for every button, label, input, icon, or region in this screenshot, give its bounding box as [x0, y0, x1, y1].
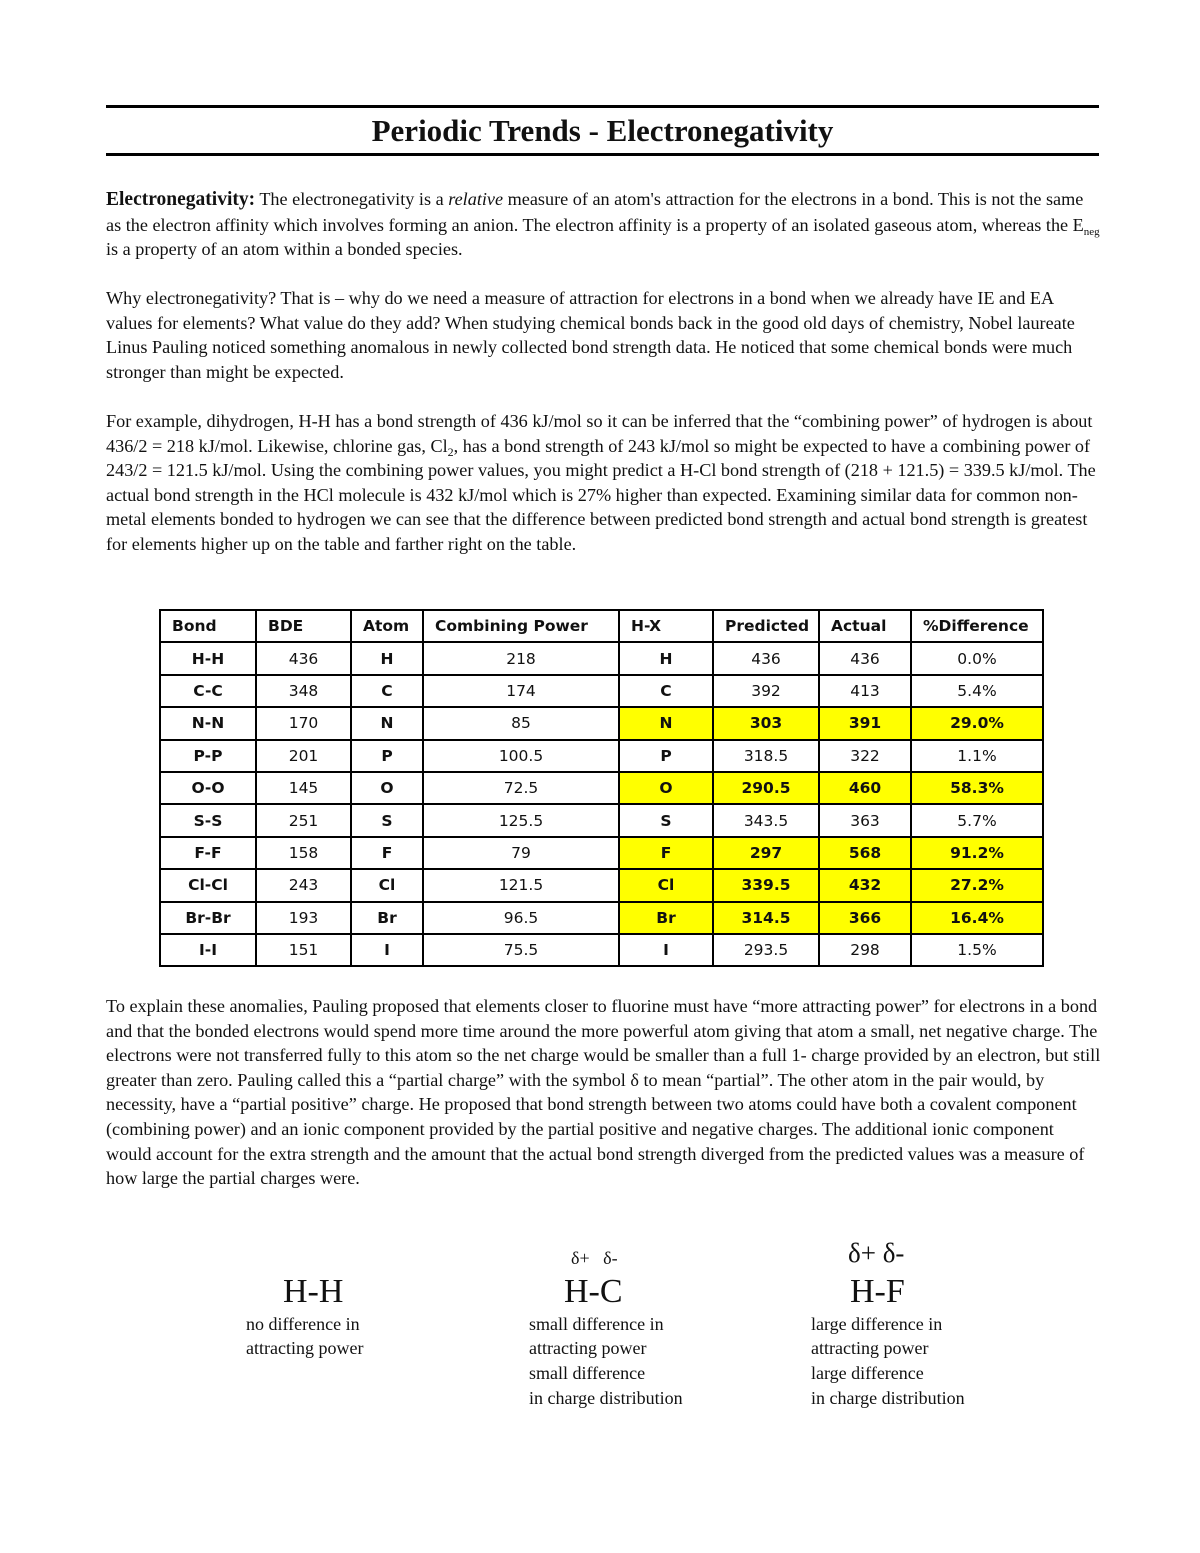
combining-power-cell: 85: [423, 707, 619, 739]
bond-cell: H-H: [160, 642, 256, 674]
predicted-cell: 303: [713, 707, 819, 739]
table-row: [160, 642, 1043, 674]
bde-cell: 151: [256, 934, 351, 966]
table-row: [160, 740, 1043, 772]
actual-cell: 568: [819, 837, 911, 869]
pauling-paragraph: To explain these anomalies, Pauling proposed that elements closer to fluorine must have “more attracting power” for electrons in a bond and that the bonded electrons would spend more time around the more powerful atom giving that atom a small, net negative charge. The electrons were not transferred fully to this atom so the net charge would be smaller than a full 1- charge provided by an electron, but still greater than zero. Pauling called this a “partial charge” with the symbol δ to mean “partial”. The other atom in the pair would, by necessity, have a “partial positive” charge. He proposed that bond strength between two atoms could have both a covalent component (combining power) and an ionic component provided by the partial positive and negative charges. The additional ionic component would account for the extra strength and the amount that the actual bond strength diverged from the predicted values was a measure of how large the partial charges were.: [106, 996, 1101, 1189]
column-header: H-X: [619, 610, 713, 642]
cl2-subscript: 2: [447, 444, 454, 459]
actual-cell: 460: [819, 772, 911, 804]
molecule-description-line: attracting power: [246, 1338, 364, 1358]
atom-cell: Br: [351, 902, 423, 934]
combining-power-cell: 121.5: [423, 869, 619, 901]
table-row: [160, 804, 1043, 836]
bond-cell: P-P: [160, 740, 256, 772]
hx-cell: Cl: [619, 869, 713, 901]
molecule-description-line: large difference in: [811, 1314, 943, 1334]
percent-difference-cell: 58.3%: [911, 772, 1043, 804]
actual-cell: 322: [819, 740, 911, 772]
example-text-b: , has a bond strength of 243 kJ/mol so might be expected to have a combining power of 243/2 = 121.5 kJ/mol. Using the combining power values, you might predict a H-Cl bond strength of (218 + 121.5) = 339.5 kJ/mol. The actual bond strength in the HCl molecule is 432 kJ/mol which is 27% higher than expected. Examining similar data for common non-metal elements bonded to hydrogen we can see that the difference between predicted bond strength and actual bond strength is greatest for elements higher up on the table and farther right on the table.: [106, 435, 1096, 554]
bde-cell: 193: [256, 902, 351, 934]
predicted-cell: 318.5: [713, 740, 819, 772]
title-bottom-rule: [106, 153, 1099, 156]
molecule-description-line: in charge distribution: [529, 1388, 683, 1408]
column-header: Combining Power: [423, 610, 619, 642]
percent-difference-cell: 1.1%: [911, 740, 1043, 772]
bond-cell: Cl-Cl: [160, 869, 256, 901]
percent-difference-cell: 5.4%: [911, 675, 1043, 707]
percent-difference-cell: 5.7%: [911, 804, 1043, 836]
page-title: Periodic Trends - Electronegativity: [371, 113, 834, 148]
actual-cell: 432: [819, 869, 911, 901]
bond-cell: N-N: [160, 707, 256, 739]
hx-cell: N: [619, 707, 713, 739]
percent-difference-cell: 27.2%: [911, 869, 1043, 901]
bond-cell: C-C: [160, 675, 256, 707]
hx-cell: P: [619, 740, 713, 772]
table-row: [160, 934, 1043, 966]
percent-difference-cell: 91.2%: [911, 837, 1043, 869]
predicted-cell: 436: [713, 642, 819, 674]
bond-cell: I-I: [160, 934, 256, 966]
example-paragraph: [106, 409, 1101, 557]
predicted-cell: 339.5: [713, 869, 819, 901]
percent-difference-cell: 16.4%: [911, 902, 1043, 934]
atom-cell: C: [351, 675, 423, 707]
actual-cell: 363: [819, 804, 911, 836]
combining-power-cell: 79: [423, 837, 619, 869]
predicted-cell: 297: [713, 837, 819, 869]
actual-cell: 391: [819, 707, 911, 739]
intro-relative: relative: [448, 189, 504, 209]
actual-cell: 413: [819, 675, 911, 707]
bde-cell: 436: [256, 642, 351, 674]
atom-cell: P: [351, 740, 423, 772]
actual-cell: 436: [819, 642, 911, 674]
atom-cell: S: [351, 804, 423, 836]
intro-term: Electronegativity:: [106, 189, 256, 210]
atom-cell: Cl: [351, 869, 423, 901]
hx-cell: I: [619, 934, 713, 966]
table-row: [160, 837, 1043, 869]
bde-cell: 243: [256, 869, 351, 901]
partial-charges-label: δ+ δ-: [571, 1248, 618, 1268]
percent-difference-cell: 1.5%: [911, 934, 1043, 966]
molecule-description-line: large difference: [811, 1363, 924, 1383]
table-row: [160, 772, 1043, 804]
molecule-formula: H-F: [850, 1273, 905, 1310]
column-header: Predicted: [713, 610, 819, 642]
combining-power-cell: 100.5: [423, 740, 619, 772]
predicted-cell: 293.5: [713, 934, 819, 966]
combining-power-cell: 125.5: [423, 804, 619, 836]
table-row: [160, 869, 1043, 901]
bde-cell: 145: [256, 772, 351, 804]
atom-cell: O: [351, 772, 423, 804]
example-text-a: For example, dihydrogen, H-H has a bond strength of 436 kJ/mol so it can be inferred that the “combining power” of hydrogen is about 436/2 = 218 kJ/mol. Likewise, chlorine gas, Cl: [106, 411, 1093, 456]
column-header: Atom: [351, 610, 423, 642]
intro-text-b: measure of an atom's attraction for the electrons in a bond. This is not the same as the electron affinity which involves forming an anion. The electron affinity is a property of an isolated gaseous atom, whereas the E: [106, 189, 1084, 235]
bde-cell: 251: [256, 804, 351, 836]
molecule-description-line: attracting power: [529, 1338, 647, 1358]
bond-cell: S-S: [160, 804, 256, 836]
molecule-description-line: no difference in: [246, 1314, 360, 1334]
table-row: [160, 902, 1043, 934]
combining-power-cell: 218: [423, 642, 619, 674]
title-top-rule: [106, 105, 1099, 108]
molecule-description-line: attracting power: [811, 1338, 929, 1358]
predicted-cell: 343.5: [713, 804, 819, 836]
combining-power-cell: 75.5: [423, 934, 619, 966]
atom-cell: I: [351, 934, 423, 966]
predicted-cell: 290.5: [713, 772, 819, 804]
hx-cell: O: [619, 772, 713, 804]
combining-power-cell: 72.5: [423, 772, 619, 804]
atom-cell: H: [351, 642, 423, 674]
intro-paragraph: [106, 187, 1101, 262]
column-header: Actual: [819, 610, 911, 642]
actual-cell: 366: [819, 902, 911, 934]
hx-cell: H: [619, 642, 713, 674]
intro-text-c: is a property of an atom within a bonded species.: [106, 239, 463, 260]
bond-cell: O-O: [160, 772, 256, 804]
hx-cell: Br: [619, 902, 713, 934]
bde-cell: 158: [256, 837, 351, 869]
bde-cell: 170: [256, 707, 351, 739]
hx-cell: C: [619, 675, 713, 707]
eneg-subscript: neg: [1083, 225, 1100, 238]
predicted-cell: 314.5: [713, 902, 819, 934]
bond-energy-table: [159, 609, 1044, 967]
percent-difference-cell: 29.0%: [911, 707, 1043, 739]
intro-text-a: The electronegativity is a: [255, 189, 449, 209]
molecule-formula: H-C: [564, 1273, 623, 1310]
predicted-cell: 392: [713, 675, 819, 707]
combining-power-cell: 174: [423, 675, 619, 707]
molecule-description-line: small difference in: [529, 1314, 664, 1334]
atom-cell: N: [351, 707, 423, 739]
why-paragraph: Why electronegativity? That is – why do we need a measure of attraction for electrons in a bond when we already have IE and EA values for elements? What value do they add? When studying chemical bonds back in the good old days of chemistry, Nobel laureate Linus Pauling noticed something anomalous in newly collected bond strength data. He noticed that some chemical bonds were much stronger than might be expected.: [106, 288, 1075, 382]
hx-cell: S: [619, 804, 713, 836]
combining-power-cell: 96.5: [423, 902, 619, 934]
molecule-description-line: small difference: [529, 1363, 646, 1383]
column-header: %Difference: [911, 610, 1043, 642]
table-header-row: [160, 610, 1043, 642]
actual-cell: 298: [819, 934, 911, 966]
hx-cell: F: [619, 837, 713, 869]
molecule-formula: H-H: [283, 1273, 344, 1310]
atom-cell: F: [351, 837, 423, 869]
partial-charges-label: δ+ δ-: [848, 1238, 905, 1268]
molecule-description-line: in charge distribution: [811, 1388, 965, 1408]
bde-cell: 348: [256, 675, 351, 707]
table-row: [160, 707, 1043, 739]
table-row: [160, 675, 1043, 707]
bond-cell: F-F: [160, 837, 256, 869]
bde-cell: 201: [256, 740, 351, 772]
bond-cell: Br-Br: [160, 902, 256, 934]
column-header: BDE: [256, 610, 351, 642]
percent-difference-cell: 0.0%: [911, 642, 1043, 674]
column-header: Bond: [160, 610, 256, 642]
